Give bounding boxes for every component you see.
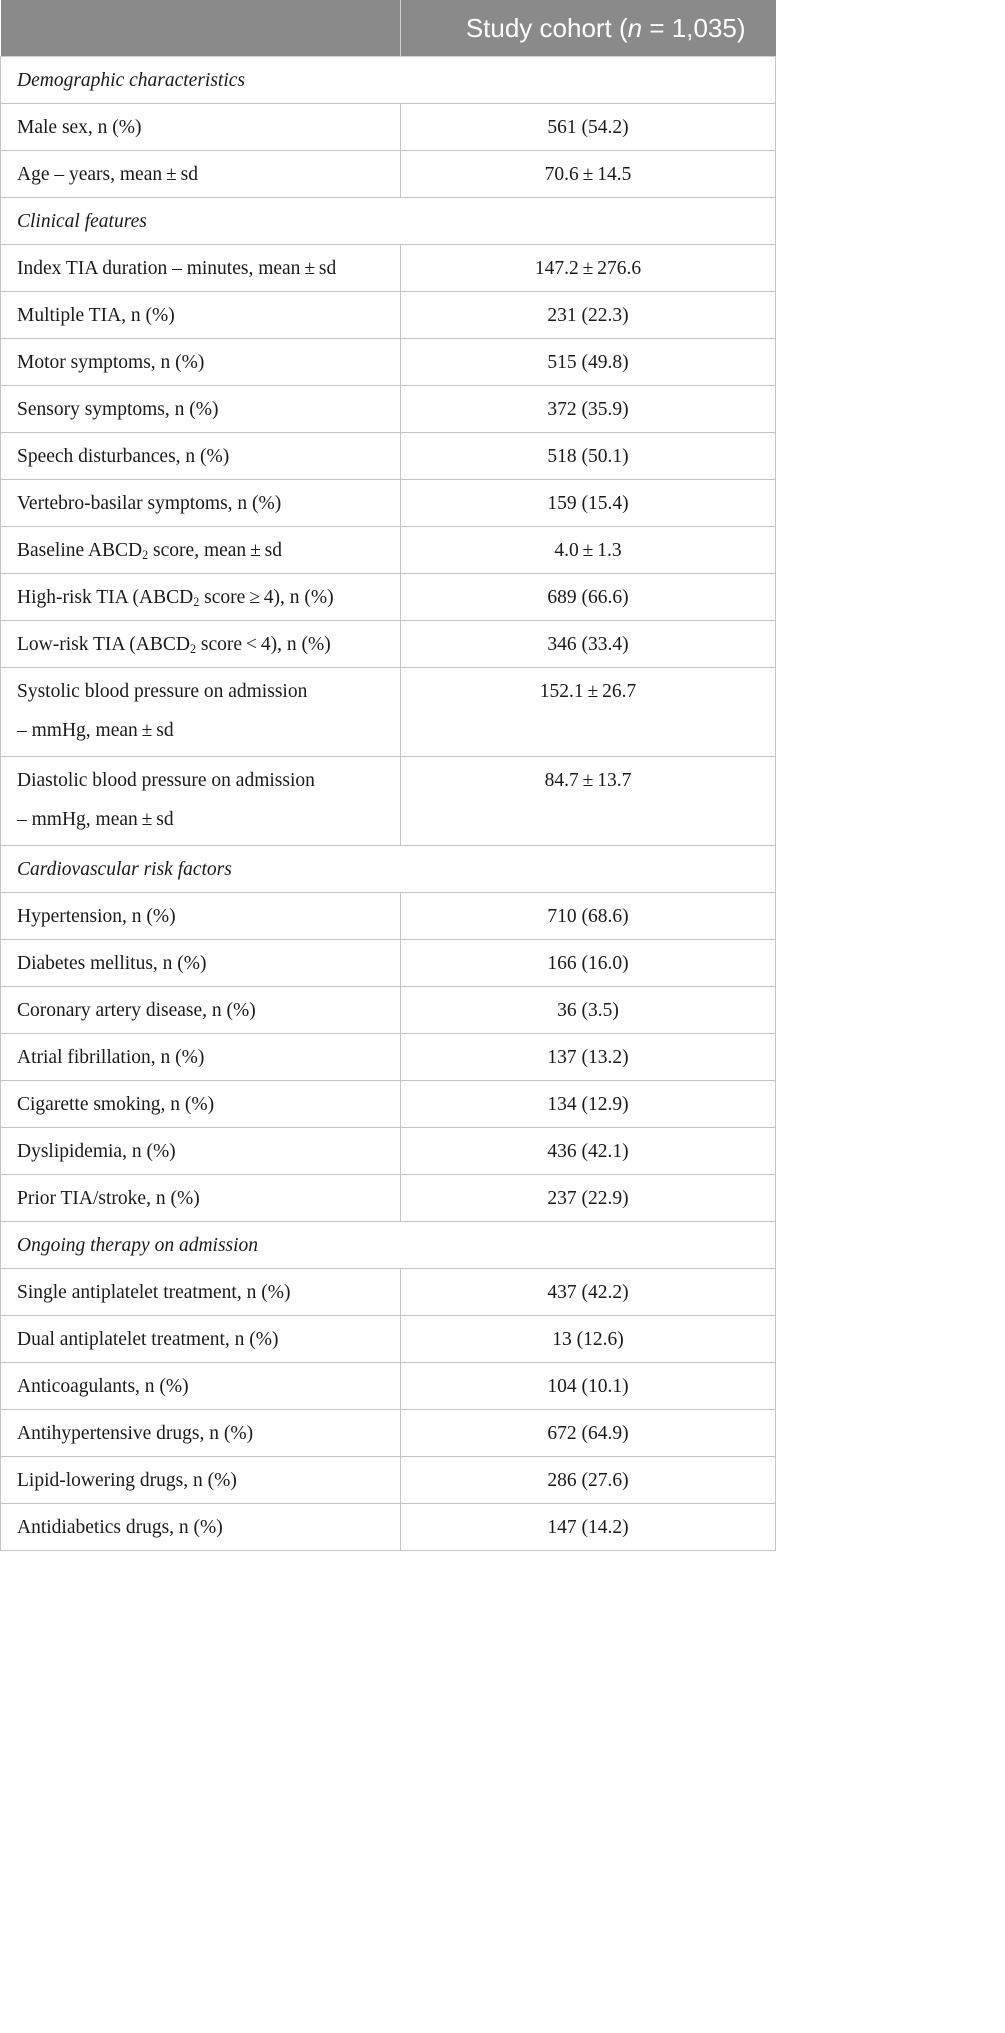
row-label: Diabetes mellitus, n (%) (1, 940, 401, 987)
section-title: Demographic characteristics (1, 57, 776, 104)
table-row (1, 1128, 776, 1175)
table-row (1, 1410, 776, 1457)
row-label: Prior TIA/stroke, n (%) (1, 1175, 401, 1222)
table-row (1, 433, 776, 480)
table-row (1, 1504, 776, 1551)
section-header-row (1, 1222, 776, 1269)
row-value: 231 (22.3) (401, 292, 776, 339)
row-value: 84.7 ± 13.7 (401, 757, 776, 846)
row-label: Antidiabetics drugs, n (%) (1, 1504, 401, 1551)
row-value: 515 (49.8) (401, 339, 776, 386)
row-label: Single antiplatelet treatment, n (%) (1, 1269, 401, 1316)
table-row (1, 668, 776, 757)
row-value: 13 (12.6) (401, 1316, 776, 1363)
row-value: 70.6 ± 14.5 (401, 151, 776, 198)
table-row (1, 339, 776, 386)
table-row (1, 480, 776, 527)
section-header-row (1, 846, 776, 893)
row-label: Motor symptoms, n (%) (1, 339, 401, 386)
row-label: Dyslipidemia, n (%) (1, 1128, 401, 1175)
table-row (1, 104, 776, 151)
row-label-subscript: 2 (189, 641, 197, 656)
row-value: 4.0 ± 1.3 (401, 527, 776, 574)
section-title: Cardiovascular risk factors (1, 846, 776, 893)
table-row (1, 527, 776, 574)
row-label-subscript: 2 (142, 547, 149, 562)
table-row (1, 1175, 776, 1222)
row-value: 159 (15.4) (401, 480, 776, 527)
row-value: 147 (14.2) (401, 1504, 776, 1551)
header-study-cohort: Study cohort (n = 1,035) (401, 0, 776, 57)
row-label-line: Diastolic blood pressure on admission (17, 770, 315, 791)
table-header-row (1, 0, 776, 57)
row-value: 346 (33.4) (401, 621, 776, 668)
header-blank-cell (1, 0, 401, 57)
table-row (1, 1457, 776, 1504)
table-body (1, 57, 776, 1551)
row-label-text: Baseline ABCD (17, 539, 143, 561)
row-label-subscript: 2 (193, 594, 200, 609)
section-header-row (1, 198, 776, 245)
row-value: 710 (68.6) (401, 893, 776, 940)
table-row (1, 245, 776, 292)
row-value: 518 (50.1) (401, 433, 776, 480)
table-row (1, 574, 776, 621)
table-row (1, 987, 776, 1034)
section-title: Ongoing therapy on admission (1, 1222, 776, 1269)
row-value: 237 (22.9) (401, 1175, 776, 1222)
row-value: 134 (12.9) (401, 1081, 776, 1128)
row-label (1, 757, 401, 846)
row-label: Male sex, n (%) (1, 104, 401, 151)
section-title: Clinical features (1, 198, 776, 245)
table-row (1, 1034, 776, 1081)
row-label: Sensory symptoms, n (%) (1, 386, 401, 433)
row-label-text: score ≥ 4), n (%) (199, 586, 334, 608)
row-value: 36 (3.5) (401, 987, 776, 1034)
row-value: 286 (27.6) (401, 1457, 776, 1504)
row-value: 372 (35.9) (401, 386, 776, 433)
row-label-text: score < 4), n (%) (196, 633, 331, 655)
row-label (1, 527, 401, 574)
row-value: 437 (42.2) (401, 1269, 776, 1316)
row-value: 147.2 ± 276.6 (401, 245, 776, 292)
row-value: 137 (13.2) (401, 1034, 776, 1081)
table-row (1, 940, 776, 987)
row-label (1, 668, 401, 757)
table-row (1, 621, 776, 668)
row-value: 672 (64.9) (401, 1410, 776, 1457)
row-label: Antihypertensive drugs, n (%) (1, 1410, 401, 1457)
row-label-text: High-risk TIA (ABCD (17, 586, 194, 608)
row-label: Cigarette smoking, n (%) (1, 1081, 401, 1128)
table-row (1, 292, 776, 339)
row-value: 152.1 ± 26.7 (401, 668, 776, 757)
row-label: Age – years, mean ± sd (1, 151, 401, 198)
row-value: 689 (66.6) (401, 574, 776, 621)
row-value: 561 (54.2) (401, 104, 776, 151)
row-label: Index TIA duration – minutes, mean ± sd (1, 245, 401, 292)
row-label-line: Systolic blood pressure on admission (17, 681, 308, 702)
row-label-text: Low-risk TIA (ABCD (17, 633, 190, 655)
row-label: Vertebro-basilar symptoms, n (%) (1, 480, 401, 527)
row-label: Anticoagulants, n (%) (1, 1363, 401, 1410)
table-row (1, 151, 776, 198)
table-row (1, 1316, 776, 1363)
table-row (1, 893, 776, 940)
table-row (1, 1363, 776, 1410)
table-row (1, 1081, 776, 1128)
row-label: Multiple TIA, n (%) (1, 292, 401, 339)
table-row (1, 757, 776, 846)
row-label-text: score, mean ± sd (148, 539, 283, 561)
row-label: Speech disturbances, n (%) (1, 433, 401, 480)
row-label (1, 574, 401, 621)
row-label (1, 621, 401, 668)
row-value: 436 (42.1) (401, 1128, 776, 1175)
row-label: Hypertension, n (%) (1, 893, 401, 940)
row-label: Atrial fibrillation, n (%) (1, 1034, 401, 1081)
row-value: 104 (10.1) (401, 1363, 776, 1410)
row-label: Coronary artery disease, n (%) (1, 987, 401, 1034)
row-label-line: – mmHg, mean ± sd (17, 809, 174, 830)
section-header-row (1, 57, 776, 104)
row-label: Dual antiplatelet treatment, n (%) (1, 1316, 401, 1363)
table-row (1, 386, 776, 433)
table-row (1, 1269, 776, 1316)
row-label-line: – mmHg, mean ± sd (17, 720, 174, 741)
row-value: 166 (16.0) (401, 940, 776, 987)
row-label: Lipid-lowering drugs, n (%) (1, 1457, 401, 1504)
